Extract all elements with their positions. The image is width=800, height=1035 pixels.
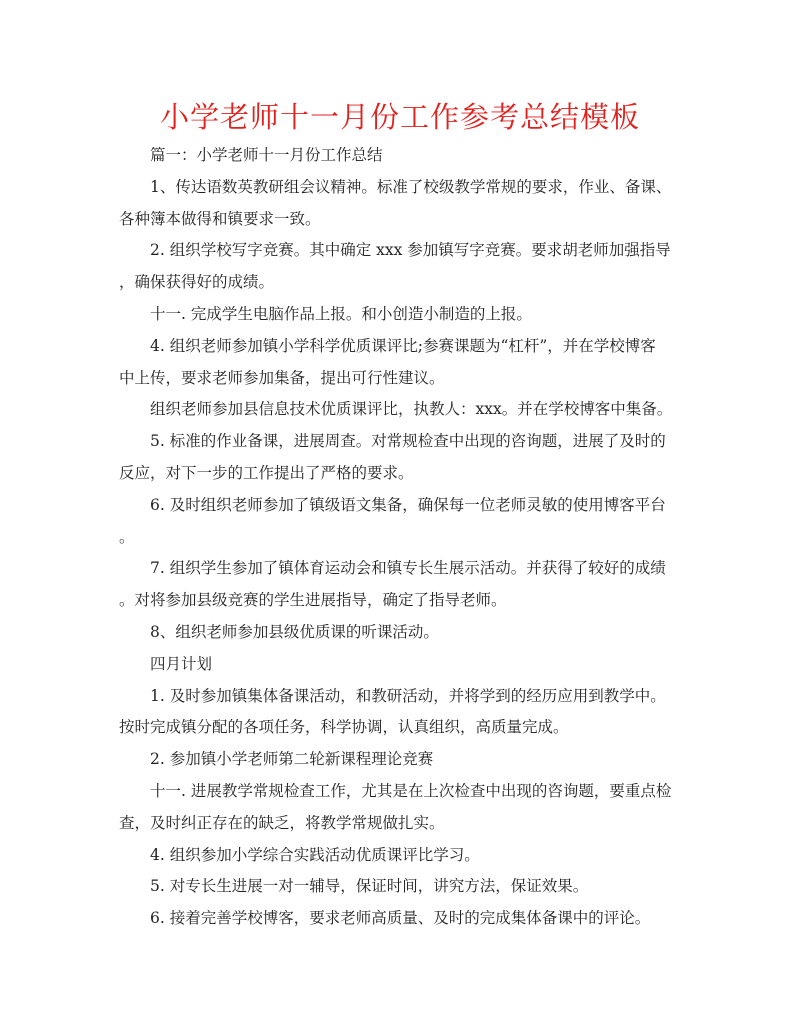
paragraph-line: 中上传，要求老师参加集备，提出可行性建议。 — [119, 368, 445, 387]
document-title: 小学老师十一月份工作参考总结模板 — [159, 100, 640, 134]
paragraph-line: 7. 组织学生参加了镇体育运动会和镇专长生展示活动。并获得了较好的成绩 — [150, 559, 666, 578]
paragraph-line: 各种簿本做得和镇要求一致。 — [119, 209, 321, 228]
paragraph-line: 8、组织老师参加县级优质课的听课活动。 — [150, 622, 439, 641]
paragraph — [119, 299, 681, 331]
paragraph-line: 5. 对专长生进展一对一辅导，保证时间，讲究方法，保证效果。 — [150, 877, 589, 896]
paragraph — [119, 776, 681, 840]
paragraph-line: 1. 及时参加镇集体备课活动，和教研活动，并将学到的经历应用到教学中。 — [150, 686, 666, 705]
paragraph — [119, 235, 681, 299]
paragraph-line: 查，及时纠正存在的缺乏，将教学常规做扎实。 — [119, 813, 445, 832]
paragraph — [119, 649, 681, 681]
paragraph — [119, 553, 681, 617]
paragraph-line: 2. 组织学校写字竞赛。其中确定 xxx 参加镇写字竞赛。要求胡老师加强指导 — [150, 241, 671, 260]
paragraph-line: 十一. 进展教学常规检查工作，尤其是在上次检查中出现的咨询题，要重点检 — [150, 781, 672, 800]
paragraph — [119, 903, 681, 935]
paragraph-line: 2. 参加镇小学老师第二轮新课程理论竞赛 — [150, 750, 434, 769]
paragraph-line: 四月计划 — [150, 654, 213, 673]
paragraph-line: ，确保获得好的成绩。 — [119, 273, 275, 292]
paragraph — [119, 871, 681, 903]
paragraph — [119, 331, 681, 395]
paragraph — [119, 426, 681, 490]
paragraph — [119, 617, 681, 649]
paragraph-line: 5. 标准的作业备课，进展周查。对常规检查中出现的咨询题，进展了及时的 — [150, 432, 666, 451]
paragraph-line: 4. 组织老师参加镇小学科学优质课评比;参赛课题为“杠杆”，并在学校博客 — [150, 336, 656, 355]
document-body — [119, 140, 681, 935]
paragraph — [119, 840, 681, 872]
paragraph-line: 1、传达语数英教研组会议精神。标准了校级教学常规的要求，作业、备课、 — [150, 177, 672, 196]
paragraph — [119, 744, 681, 776]
paragraph — [119, 394, 681, 426]
paragraph-line: 组织老师参加县信息技术优质课评比，执教人：xxx。并在学校博客中集备。 — [150, 400, 673, 419]
paragraph-line: 。对将参加县级竞赛的学生进展指导，确定了指导老师。 — [119, 591, 507, 610]
paragraph-line: 6. 及时组织老师参加了镇级语文集备，确保每一位老师灵敏的使用博客平台 — [150, 495, 666, 514]
paragraph — [119, 172, 681, 236]
paragraph-line: 篇一：小学老师十一月份工作总结 — [150, 146, 383, 164]
paragraph — [119, 140, 681, 172]
paragraph-line: 反应，对下一步的工作提出了严格的要求。 — [119, 463, 414, 482]
paragraph-line: 按时完成镇分配的各项任务，科学协调，认真组织，高质量完成。 — [119, 718, 569, 737]
paragraph — [119, 490, 681, 554]
paragraph-line: 6. 接着完善学校博客，要求老师高质量、及时的完成集体备课中的评论。 — [150, 909, 651, 928]
paragraph-line: 。 — [119, 527, 135, 546]
paragraph-line: 4. 组织参加小学综合实践活动优质课评比学习。 — [150, 845, 480, 864]
paragraph-line: 十一. 完成学生电脑作品上报。和小创造小制造的上报。 — [150, 304, 532, 323]
paragraph — [119, 681, 681, 745]
